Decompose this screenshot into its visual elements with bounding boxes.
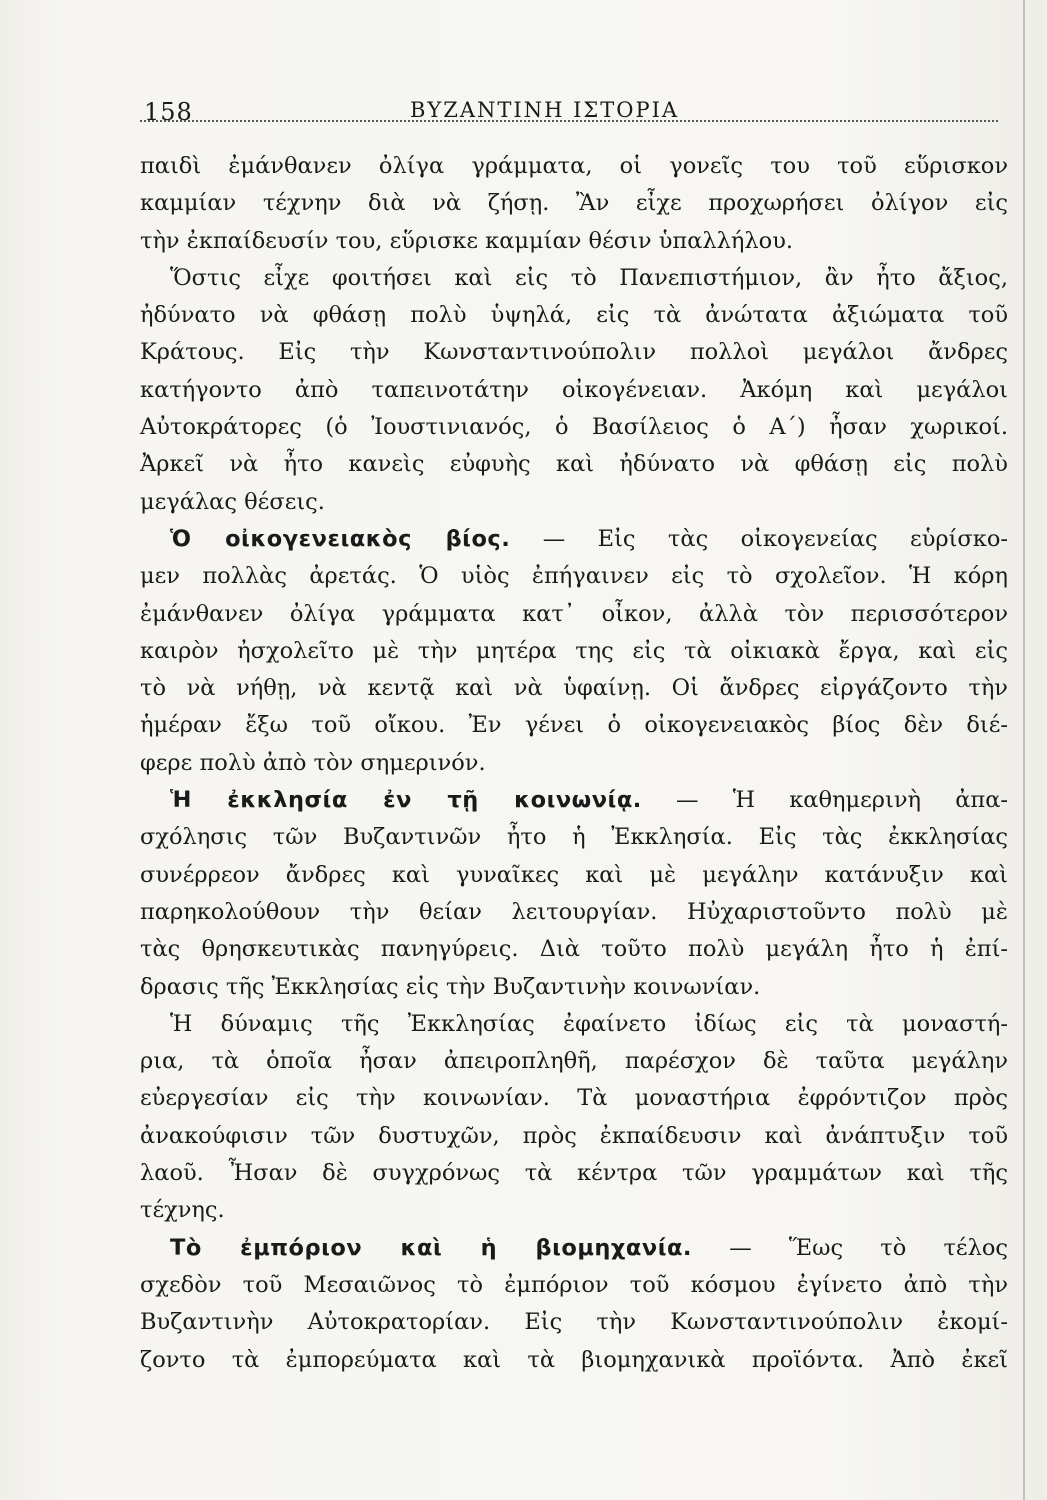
text-line: παρηκολούθουν τὴν θείαν λειτουργίαν. Ηὐχαριστοῦντο πολὺ μὲ bbox=[140, 898, 1008, 925]
section-line bbox=[140, 521, 1008, 558]
text-line: Βυζαντινὴν Αὐτοκρατορίαν. Εἰς τὴν Κωνσταντινούπολιν ἐκομί- bbox=[140, 1309, 1008, 1336]
page-gutter-line bbox=[1023, 0, 1025, 1500]
text-line: εὐεργεσίαν εἰς τὴν κοινωνίαν. Τὰ μοναστήρια ἐφρόντιζον πρὸς bbox=[140, 1085, 1008, 1112]
text-line: κατήγοντο ἀπὸ ταπεινοτάτην οἰκογένειαν. Ἀκόμη καὶ μεγάλοι bbox=[140, 376, 1008, 403]
text-line: μεγάλας θέσεις. bbox=[140, 488, 325, 515]
text-line: καιρὸν ἠσχολεῖτο μὲ τὴν μητέρα της εἰς τὰ οἰκιακὰ ἔργα, καὶ εἰς bbox=[140, 637, 1008, 664]
text-line: σχόλησις τῶν Βυζαντινῶν ἦτο ἡ Ἐκκλησία. Εἰς τὰς ἐκκλησίας bbox=[140, 824, 1008, 851]
section-text: — Ἕως τὸ τέλος bbox=[729, 1234, 1008, 1261]
text-line: δρασις τῆς Ἐκκλησίας εἰς τὴν Βυζαντινὴν κοινωνίαν. bbox=[140, 973, 761, 1000]
text-line: καμμίαν τέχνην διὰ νὰ ζήσῃ. Ἂν εἶχε προχωρήσει ὀλίγον εἰς bbox=[140, 190, 1008, 217]
text-line: τὸ νὰ νήθῃ, νὰ κεντᾷ καὶ νὰ ὑφαίνῃ. Οἱ ἄνδρες εἰργάζοντο τὴν bbox=[140, 675, 1008, 702]
text-line: ρια, τὰ ὁποῖα ἦσαν ἀπειροπληθῆ, παρέσχον δὲ ταῦτα μεγάλην bbox=[140, 1048, 1008, 1075]
section-heading: Ὁ οἰκογενειακὸς βίος. bbox=[170, 525, 511, 552]
page-number: 158 bbox=[144, 98, 193, 126]
section-line bbox=[140, 782, 1008, 819]
section-text: — Ἡ καθημερινὴ ἀπα- bbox=[676, 787, 1008, 814]
text-line: σχεδὸν τοῦ Μεσαιῶνος τὸ ἐμπόριον τοῦ κόσμου ἐγίνετο ἀπὸ τὴν bbox=[140, 1271, 1008, 1298]
text-line: ζοντο τὰ ἐμπορεύματα καὶ τὰ βιομηχανικὰ προϊόντα. Ἀπὸ ἐκεῖ bbox=[140, 1346, 1008, 1373]
section-heading: Τὸ ἐμπόριον καὶ ἡ βιομηχανία. bbox=[170, 1234, 692, 1261]
text-line: λαοῦ. Ἦσαν δὲ συγχρόνως τὰ κέντρα τῶν γραμμάτων καὶ τῆς bbox=[140, 1160, 1008, 1187]
page-body bbox=[140, 148, 1008, 1379]
section-text: — Εἰς τὰς οἰκογενείας εὑρίσκο- bbox=[542, 525, 1009, 552]
text-line: τὴν ἐκπαίδευσίν του, εὕρισκε καμμίαν θέσιν ὑπαλλήλου. bbox=[140, 227, 794, 254]
text-line: ἡμέραν ἔξω τοῦ οἴκου. Ἐν γένει ὁ οἰκογενειακὸς βίος δὲν διέ- bbox=[140, 712, 1008, 739]
text-line: τέχνης. bbox=[140, 1197, 225, 1224]
text-line: Ὅστις εἶχε φοιτήσει καὶ εἰς τὸ Πανεπιστήμιον, ἂν ἦτο ἄξιος, bbox=[170, 264, 1008, 291]
text-line: Ἀρκεῖ νὰ ἦτο κανεὶς εὐφυὴς καὶ ἠδύνατο νὰ φθάσῃ εἰς πολὺ bbox=[140, 451, 1008, 478]
text-line: Αὐτοκράτορες (ὁ Ἰουστινιανός, ὁ Βασίλειος ὁ Α΄) ἦσαν χωρικοί. bbox=[140, 414, 1008, 441]
text-line: Ἡ δύναμις τῆς Ἐκκλησίας ἐφαίνετο ἰδίως εἰς τὰ μοναστή- bbox=[170, 1010, 1008, 1037]
running-title: ΒΥΖΑΝΤΙΝΗ ΙΣΤΟΡΙΑ bbox=[410, 98, 680, 122]
text-line: ἠδύνατο νὰ φθάσῃ πολὺ ὑψηλά, εἰς τὰ ἀνώτατα ἀξιώματα τοῦ bbox=[140, 302, 1008, 329]
text-line: συνέρρεον ἄνδρες καὶ γυναῖκες καὶ μὲ μεγάλην κατάνυξιν καὶ bbox=[140, 861, 1008, 888]
section-line bbox=[140, 1230, 1008, 1267]
text-line: Κράτους. Εἰς τὴν Κωνσταντινούπολιν πολλοὶ μεγάλοι ἄνδρες bbox=[140, 339, 1008, 366]
text-line: μεν πολλὰς ἀρετάς. Ὁ υἱὸς ἐπήγαινεν εἰς τὸ σχολεῖον. Ἡ κόρη bbox=[140, 563, 1008, 590]
text-line: τὰς θρησκευτικὰς πανηγύρεις. Διὰ τοῦτο πολὺ μεγάλη ἦτο ἡ ἐπί- bbox=[140, 936, 1008, 963]
header-rule bbox=[140, 120, 998, 122]
section-heading: Ἡ ἐκκλησία ἐν τῇ κοινωνίᾳ. bbox=[170, 787, 642, 814]
text-line: ἐμάνθανεν ὀλίγα γράμματα κατ᾿ οἶκον, ἀλλὰ τὸν περισσότερον bbox=[140, 600, 1008, 627]
text-line: παιδὶ ἐμάνθανεν ὀλίγα γράμματα, οἱ γονεῖς του τοῦ εὕρισκον bbox=[140, 153, 1008, 179]
text-line: φερε πολὺ ἀπὸ τὸν σημερινόν. bbox=[140, 749, 486, 776]
text-line: ἀνακούφισιν τῶν δυστυχῶν, πρὸς ἐκπαίδευσιν καὶ ἀνάπτυξιν τοῦ bbox=[140, 1122, 1008, 1149]
